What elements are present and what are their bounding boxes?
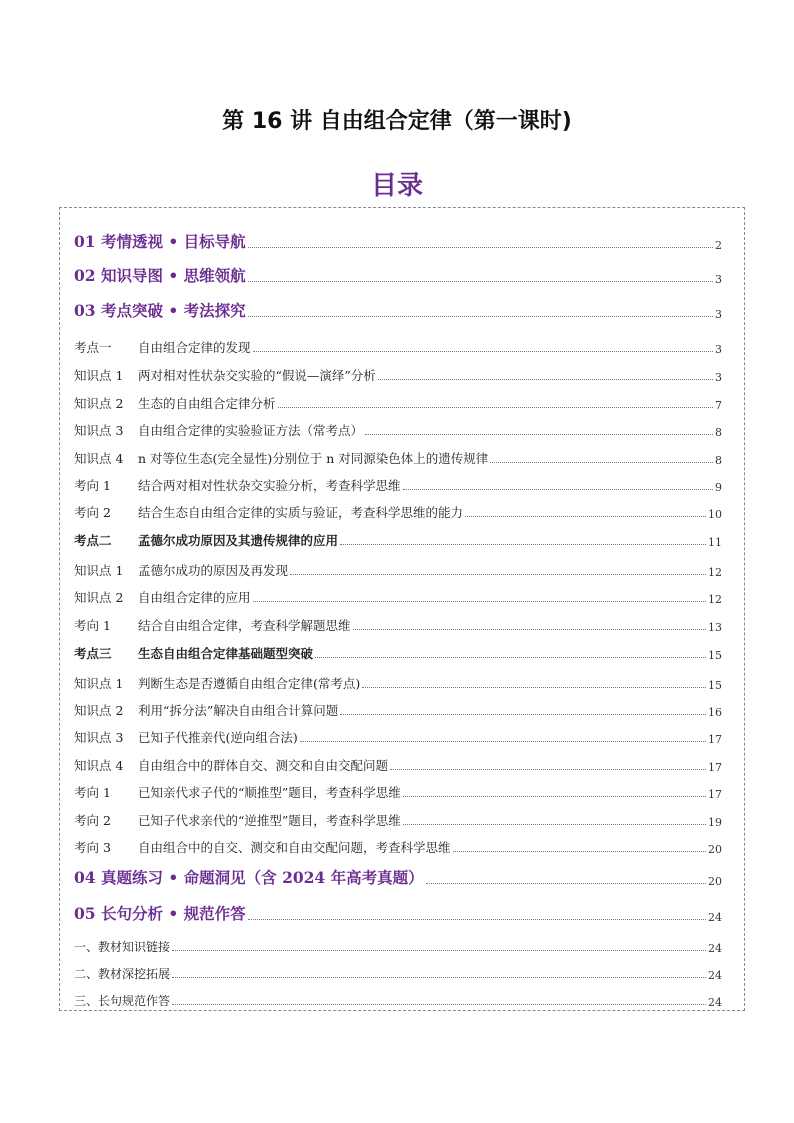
toc-entry-label: 三、长句规范作答 bbox=[74, 994, 171, 1008]
toc-dot-leader bbox=[172, 977, 706, 978]
toc-page-number: 17 bbox=[708, 788, 722, 801]
toc-page-number: 24 bbox=[708, 996, 722, 1009]
toc-entry-number: 考向 1 bbox=[74, 785, 111, 800]
toc-entry[interactable] bbox=[74, 992, 722, 1009]
toc-dot-leader bbox=[340, 544, 706, 545]
toc-entry-text: 结合生态自由组合定律的实质与验证，考查科学思维的能力 bbox=[138, 505, 464, 520]
toc-entry-label bbox=[74, 701, 338, 719]
toc-heading: 目录 bbox=[370, 171, 423, 201]
toc-dot-leader bbox=[300, 741, 706, 742]
toc-entry[interactable] bbox=[74, 616, 722, 634]
toc-entry-text: 结合自由组合定律，考查科学解题思维 bbox=[138, 618, 351, 633]
toc-page-number: 3 bbox=[715, 308, 722, 321]
toc-entry-number: 知识点 1 bbox=[74, 368, 124, 383]
toc-dot-leader bbox=[340, 714, 706, 715]
toc-page-number: 13 bbox=[708, 621, 722, 634]
toc-entry[interactable] bbox=[74, 394, 722, 412]
toc-entry-text: 已知子代推亲代(逆向组合法) bbox=[138, 730, 298, 745]
toc-entry[interactable] bbox=[74, 728, 722, 746]
toc-entry-label: 03 考点突破 • 考法探究 bbox=[74, 301, 246, 320]
toc-entry-text: n 对等位生态(完全显性)分别位于 n 对同源染色体上的遗传规律 bbox=[138, 451, 489, 466]
toc-entry[interactable] bbox=[74, 783, 722, 801]
toc-dot-leader bbox=[248, 281, 713, 282]
toc-page-number: 10 bbox=[708, 508, 722, 521]
toc-entry-label bbox=[74, 561, 288, 579]
toc-entry-number: 考向 2 bbox=[74, 505, 111, 520]
toc-page-number: 11 bbox=[708, 536, 722, 549]
toc-entry[interactable] bbox=[74, 230, 722, 252]
toc-entry[interactable] bbox=[74, 449, 722, 467]
toc-page-number: 20 bbox=[708, 843, 722, 856]
toc-entry-label bbox=[74, 616, 351, 634]
toc-dot-leader bbox=[248, 316, 713, 317]
toc-entry-label bbox=[74, 338, 251, 356]
toc-entry-label bbox=[74, 838, 451, 856]
toc-entry[interactable] bbox=[74, 965, 722, 982]
toc-entry-label bbox=[74, 728, 298, 746]
toc-entry[interactable] bbox=[74, 476, 722, 494]
toc-entry-label: 02 知识导图 • 思维领航 bbox=[74, 266, 246, 285]
toc-page-number: 24 bbox=[708, 911, 722, 924]
toc-entry-label bbox=[74, 644, 313, 662]
toc-entry-text: 自由组合定律的应用 bbox=[138, 590, 251, 605]
toc-dot-leader bbox=[290, 574, 706, 575]
table-of-contents bbox=[59, 207, 745, 1011]
toc-dot-leader bbox=[490, 462, 713, 463]
toc-entry-number: 考向 2 bbox=[74, 813, 111, 828]
toc-entry[interactable] bbox=[74, 338, 722, 356]
toc-entry-label bbox=[74, 366, 376, 384]
toc-dot-leader bbox=[353, 629, 706, 630]
toc-entry-number: 知识点 2 bbox=[74, 703, 124, 718]
toc-entry-text: 孟德尔成功原因及其遗传规律的应用 bbox=[138, 533, 339, 548]
toc-entry[interactable] bbox=[74, 588, 722, 606]
toc-page-number: 17 bbox=[708, 761, 722, 774]
toc-dot-leader bbox=[403, 489, 713, 490]
toc-entry-label bbox=[74, 449, 488, 467]
toc-entry-label bbox=[74, 588, 251, 606]
toc-entry-number: 考点三 bbox=[74, 646, 112, 661]
toc-dot-leader bbox=[248, 247, 713, 248]
toc-entry-text: 已知亲代求子代的“顺推型”题目，考查科学思维 bbox=[138, 785, 401, 800]
toc-entry[interactable] bbox=[74, 264, 722, 286]
toc-dot-leader bbox=[426, 883, 706, 884]
toc-entry-text: 两对相对性状杂交实验的“假说—演绎”分析 bbox=[138, 368, 376, 383]
toc-entry-text: 生态的自由组合定律分析 bbox=[138, 396, 276, 411]
toc-entry[interactable] bbox=[74, 756, 722, 774]
toc-entry[interactable] bbox=[74, 811, 722, 829]
toc-page-number: 12 bbox=[708, 593, 722, 606]
toc-entry-text: 自由组合中的群体自交、测交和自由交配问题 bbox=[138, 758, 389, 773]
toc-page-number: 17 bbox=[708, 733, 722, 746]
toc-dot-leader bbox=[465, 516, 706, 517]
toc-entry-text: 自由组合定律的发现 bbox=[138, 340, 251, 355]
toc-dot-leader bbox=[253, 351, 713, 352]
toc-entry-label bbox=[74, 531, 338, 549]
toc-entry-label: 04 真题练习 • 命题洞见（含 2024 年高考真题） bbox=[74, 868, 424, 887]
toc-page-number: 2 bbox=[715, 239, 722, 252]
toc-dot-leader bbox=[253, 601, 706, 602]
toc-page-number: 15 bbox=[708, 679, 722, 692]
toc-dot-leader bbox=[453, 851, 706, 852]
toc-page-number: 15 bbox=[708, 649, 722, 662]
toc-entry-number: 知识点 1 bbox=[74, 676, 124, 691]
toc-dot-leader bbox=[378, 379, 713, 380]
toc-dot-leader bbox=[362, 687, 706, 688]
toc-dot-leader bbox=[248, 919, 706, 920]
toc-entry-label bbox=[74, 421, 363, 439]
toc-page-number: 3 bbox=[715, 273, 722, 286]
toc-dot-leader bbox=[315, 657, 706, 658]
toc-dot-leader bbox=[172, 1004, 706, 1005]
toc-entry-label bbox=[74, 394, 276, 412]
toc-dot-leader bbox=[403, 796, 706, 797]
toc-entry-label: 二、教材深挖拓展 bbox=[74, 967, 171, 981]
toc-entry[interactable] bbox=[74, 674, 722, 692]
toc-entry-text: 孟德尔成功的原因及再发现 bbox=[138, 563, 289, 578]
toc-entry[interactable] bbox=[74, 902, 722, 924]
toc-entry[interactable] bbox=[74, 644, 722, 662]
toc-entry-label bbox=[74, 674, 360, 692]
toc-dot-leader bbox=[172, 950, 706, 951]
toc-entry[interactable] bbox=[74, 531, 722, 549]
toc-dot-leader bbox=[403, 824, 706, 825]
toc-page-number: 20 bbox=[708, 875, 722, 888]
toc-entry-number: 知识点 4 bbox=[74, 758, 124, 773]
toc-page-number: 3 bbox=[715, 343, 722, 356]
toc-entry-number: 考向 1 bbox=[74, 478, 111, 493]
toc-entry-label bbox=[74, 476, 401, 494]
toc-entry[interactable] bbox=[74, 503, 722, 521]
toc-page-number: 3 bbox=[715, 371, 722, 384]
toc-page-number: 7 bbox=[715, 399, 722, 412]
toc-entry-label bbox=[74, 756, 388, 774]
toc-page-number: 9 bbox=[715, 481, 722, 494]
toc-entry-text: 判断生态是否遵循自由组合定律(常考点) bbox=[138, 676, 361, 691]
toc-entry-number: 知识点 4 bbox=[74, 451, 124, 466]
toc-page-number: 8 bbox=[715, 426, 722, 439]
toc-page-number: 24 bbox=[708, 969, 722, 982]
toc-entry-text: 利用“拆分法”解决自由组合计算问题 bbox=[138, 703, 339, 718]
toc-entry-label: 一、教材知识链接 bbox=[74, 940, 171, 954]
toc-entry[interactable] bbox=[74, 561, 722, 579]
toc-entry[interactable] bbox=[74, 838, 722, 856]
toc-entry-text: 自由组合定律的实验验证方法（常考点） bbox=[138, 423, 364, 438]
toc-entry-label: 05 长句分析 • 规范作答 bbox=[74, 904, 246, 923]
toc-entry-text: 已知子代求亲代的“逆推型”题目，考查科学思维 bbox=[138, 813, 401, 828]
toc-page-number: 19 bbox=[708, 816, 722, 829]
toc-entry-text: 结合两对相对性状杂交实验分析，考查科学思维 bbox=[138, 478, 401, 493]
toc-entry[interactable] bbox=[74, 421, 722, 439]
toc-entry-number: 考点二 bbox=[74, 533, 112, 548]
toc-page-number: 8 bbox=[715, 454, 722, 467]
toc-page-number: 12 bbox=[708, 566, 722, 579]
toc-entry-label bbox=[74, 783, 401, 801]
toc-entry-text: 自由组合中的自交、测交和自由交配问题，考查科学思维 bbox=[138, 840, 451, 855]
toc-entry[interactable] bbox=[74, 938, 722, 955]
toc-dot-leader bbox=[278, 407, 713, 408]
toc-entry-number: 考向 1 bbox=[74, 618, 111, 633]
toc-entry-number: 知识点 3 bbox=[74, 730, 124, 745]
toc-entry[interactable] bbox=[74, 701, 722, 719]
toc-entry-number: 考点一 bbox=[74, 340, 112, 355]
toc-entry-number: 知识点 3 bbox=[74, 423, 124, 438]
toc-dot-leader bbox=[390, 769, 706, 770]
toc-entry-number: 知识点 1 bbox=[74, 563, 124, 578]
toc-entry-label bbox=[74, 811, 401, 829]
toc-entry-label bbox=[74, 503, 463, 521]
toc-entry-number: 知识点 2 bbox=[74, 396, 124, 411]
toc-page-number: 24 bbox=[708, 942, 722, 955]
toc-page-number: 16 bbox=[708, 706, 722, 719]
toc-entry-text: 生态自由组合定律基础题型突破 bbox=[138, 646, 314, 661]
toc-entry-label: 01 考情透视 • 目标导航 bbox=[74, 232, 246, 251]
toc-entry[interactable] bbox=[74, 366, 722, 384]
toc-dot-leader bbox=[365, 434, 713, 435]
toc-entry[interactable] bbox=[74, 866, 722, 888]
page-title: 第 16 讲 自由组合定律（第一课时) bbox=[222, 109, 572, 134]
toc-entry-number: 知识点 2 bbox=[74, 590, 124, 605]
toc-entry-number: 考向 3 bbox=[74, 840, 111, 855]
toc-entry[interactable] bbox=[74, 299, 722, 321]
